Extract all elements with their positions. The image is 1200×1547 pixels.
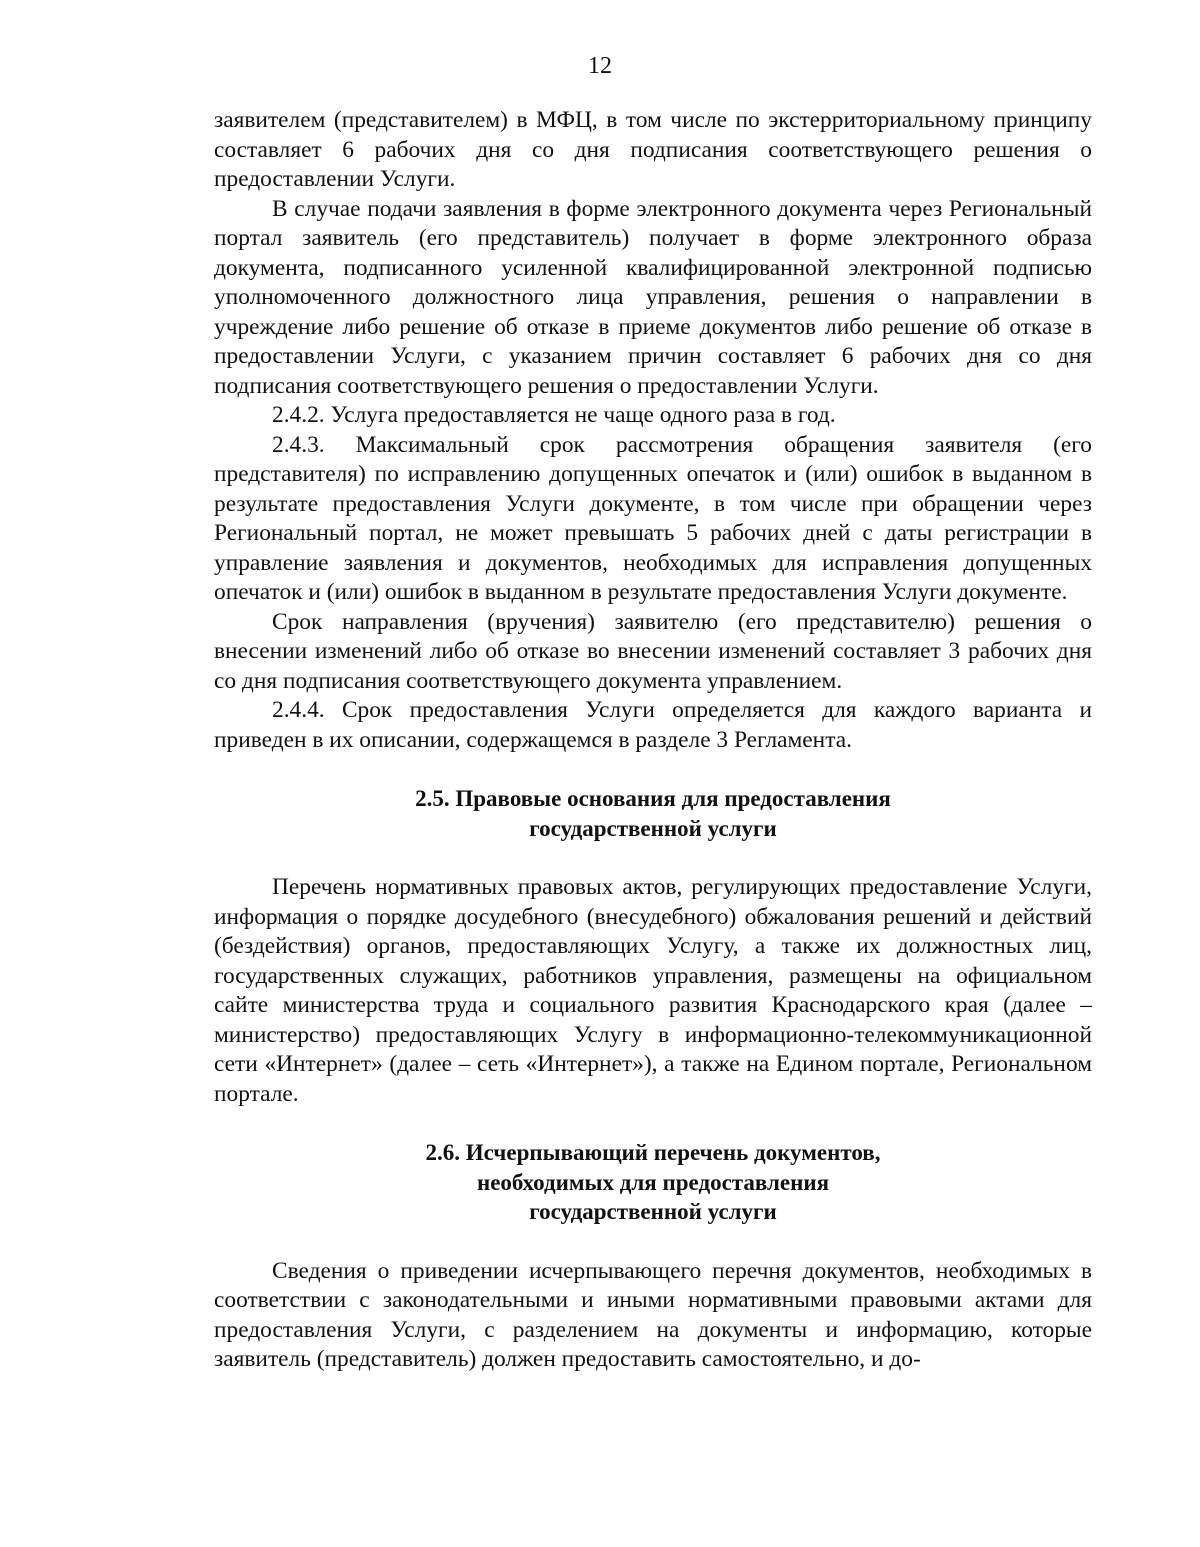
section-2-6-title-line2: необходимых для предоставления bbox=[476, 1169, 830, 1195]
paragraph-continuation: заявителем (представителем) в МФЦ, в том числе по экстерриториальному принципу составляет 6 рабочих дня со дня подписания соответствующего решения о предоставлении Услуги. bbox=[214, 107, 1092, 192]
section-2-5-title-line2: государственной услуги bbox=[529, 815, 777, 841]
section-2-5-title-line1: 2.5. Правовые основания для предоставления bbox=[415, 786, 891, 811]
paragraph-2-4-2: 2.4.2. Услуга предоставляется не чаще одного раза в год. bbox=[272, 402, 836, 428]
section-2-6-title-line1: 2.6. Исчерпывающий перечень документов, bbox=[425, 1140, 881, 1165]
document-body bbox=[214, 106, 1092, 1375]
section-2-6-heading bbox=[214, 1138, 1092, 1227]
section-2-6-paragraph: Сведения о приведении исчерпывающего перечня документов, необходимых в соответствии с законодательными и иными нормативными правовыми актами для предоставления Услуги, с разделением на документы и информацию, которые заявитель (представитель) должен предоставить самостоятельно, и до- bbox=[214, 1257, 1092, 1372]
paragraph-electronic-submission: В случае подачи заявления в форме электронного документа через Региональный портал заявитель (его представитель) получает в форме электронного образа документа, подписанного усиленной квалифицированной электронной подписью уполномоченного должностного лица управления, решения о направлении в учреждение либо решение об отказе в приеме документов либо решение об отказе в предоставлении Услуги, с указанием причин составляет 6 рабочих дня со дня подписания соответствующего решения о предоставлении Услуги. bbox=[214, 195, 1092, 399]
paragraph-2-4-4: 2.4.4. Срок предоставления Услуги определяется для каждого варианта и приведен в их описании, содержащемся в разделе 3 Регламента. bbox=[214, 697, 1092, 753]
page-number: 12 bbox=[588, 53, 612, 79]
section-2-5-paragraph: Перечень нормативных правовых актов, регулирующих предоставление Услуги, информация о порядке досудебного (внесудебного) обжалования решений и действий (бездействия) органов, предоставляющих Услугу, а также их должностных лиц, государственных служащих, работников управления, размещены на официальном сайте министерства труда и социального развития Краснодарского края (далее – министерство) предоставляющих Услугу в информационно-телекоммуникационной сети «Интернет» (далее – сеть «Интернет»), а также на Едином портале, Региональном портале. bbox=[214, 874, 1092, 1107]
section-2-5-heading bbox=[214, 784, 1092, 843]
section-2-6-title-line3: государственной услуги bbox=[529, 1199, 777, 1224]
paragraph-2-4-3: 2.4.3. Максимальный срок рассмотрения обращения заявителя (его представителя) по исправлению допущенных опечаток и (или) ошибок в выданном в результате предоставления Услуги документе, в том числе при обращении через Региональный портал, не может превышать 5 рабочих дней с даты регистрации в управление заявления и документов, необходимых для исправления допущенных опечаток и (или) ошибок в выданном в результате предоставления Услуги документе. bbox=[214, 431, 1092, 605]
paragraph-correction-term: Срок направления (вручения) заявителю (его представителю) решения о внесении изменений либо об отказе во внесении изменений составляет 3 рабочих дня со дня подписания соответствующего документа управлением. bbox=[214, 608, 1092, 694]
